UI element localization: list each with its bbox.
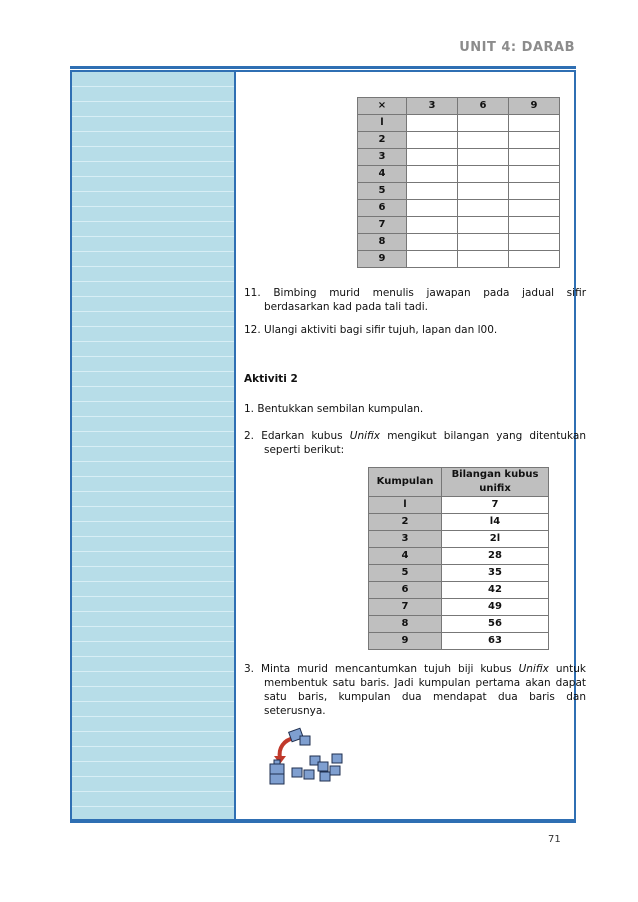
- group-cell: 7: [369, 599, 442, 616]
- table-row: [369, 633, 549, 650]
- step-number: 12.: [244, 324, 261, 336]
- count-cell: 28: [442, 548, 549, 565]
- answer-cell[interactable]: [458, 183, 509, 200]
- answer-cell[interactable]: [458, 217, 509, 234]
- step-text-part: untuk membentuk satu baris. Jadi kumpulan pertama akan dapat satu baris, kumpulan dua mendapat dua baris dan seterusnya.: [264, 663, 586, 717]
- sifir-row-label: 2: [358, 132, 407, 149]
- kumpulan-header-row: [369, 468, 549, 497]
- group-cell: 5: [369, 565, 442, 582]
- table-row: [358, 200, 560, 217]
- table-row: [358, 217, 560, 234]
- table-row: [369, 497, 549, 514]
- step-text-part: Edarkan kubus: [261, 430, 350, 442]
- unifix-cubes-icon: [258, 726, 348, 788]
- step-number: 3.: [244, 663, 255, 675]
- step-number: 1.: [244, 403, 255, 415]
- step-number: 2.: [244, 430, 255, 442]
- top-rule: [70, 66, 576, 69]
- step-12: [244, 323, 586, 337]
- group-cell: 2: [369, 514, 442, 531]
- sifir-row-label: 8: [358, 234, 407, 251]
- answer-cell[interactable]: [458, 251, 509, 268]
- answer-cell[interactable]: [509, 251, 560, 268]
- kumpulan-header-cell: Kumpulan: [369, 468, 442, 497]
- answer-cell[interactable]: [509, 217, 560, 234]
- kumpulan-table: [368, 467, 549, 650]
- answer-cell[interactable]: [509, 149, 560, 166]
- answer-cell[interactable]: [458, 132, 509, 149]
- cube-top: [289, 728, 310, 745]
- answer-cell[interactable]: [458, 149, 509, 166]
- sidebar-panel: [72, 72, 236, 819]
- cube-stack: [270, 760, 284, 784]
- step-text: Bimbing murid menulis jawapan pada jadual sifir berdasarkan kad pada tali tadi.: [264, 287, 587, 313]
- answer-cell[interactable]: [407, 132, 458, 149]
- sifir-row-label: 4: [358, 166, 407, 183]
- step-text-italic: Unifix: [518, 663, 549, 675]
- sifir-header-row: [358, 98, 560, 115]
- answer-cell[interactable]: [407, 149, 458, 166]
- table-row: [358, 115, 560, 132]
- sifir-row-label: 9: [358, 251, 407, 268]
- answer-cell[interactable]: [407, 234, 458, 251]
- table-row: [369, 548, 549, 565]
- count-cell: 7: [442, 497, 549, 514]
- sifir-header-cell: 6: [458, 98, 509, 115]
- answer-cell[interactable]: [407, 200, 458, 217]
- activity2-step-2: [244, 429, 586, 457]
- table-row: [358, 234, 560, 251]
- answer-cell[interactable]: [509, 132, 560, 149]
- answer-cell[interactable]: [509, 115, 560, 132]
- loose-cubes: [292, 754, 342, 781]
- answer-cell[interactable]: [509, 166, 560, 183]
- table-row: [358, 166, 560, 183]
- table-row: [358, 132, 560, 149]
- count-cell: 42: [442, 582, 549, 599]
- step-text: [261, 430, 586, 456]
- answer-cell[interactable]: [407, 251, 458, 268]
- answer-cell[interactable]: [458, 234, 509, 251]
- answer-cell[interactable]: [458, 115, 509, 132]
- step-text-italic: Unifix: [349, 430, 381, 442]
- answer-cell[interactable]: [407, 166, 458, 183]
- answer-cell[interactable]: [458, 166, 509, 183]
- table-row: [369, 582, 549, 599]
- sifir-header-cell: 3: [407, 98, 458, 115]
- sifir-table: [357, 97, 560, 268]
- group-cell: 3: [369, 531, 442, 548]
- group-cell: 6: [369, 582, 442, 599]
- answer-cell[interactable]: [509, 234, 560, 251]
- group-cell: l: [369, 497, 442, 514]
- group-cell: 9: [369, 633, 442, 650]
- sifir-header-cell: 9: [509, 98, 560, 115]
- table-row: [358, 149, 560, 166]
- step-text: Ulangi aktiviti bagi sifir tujuh, lapan dan l00.: [264, 324, 498, 336]
- unit-title: UNIT 4: DARAB: [459, 40, 575, 55]
- table-row: [358, 183, 560, 200]
- unifix-cubes-illustration: [258, 726, 348, 788]
- step-text: Bentukkan sembilan kumpulan.: [257, 403, 424, 415]
- group-cell: 4: [369, 548, 442, 565]
- bottom-rule: [70, 820, 576, 823]
- table-row: [369, 616, 549, 633]
- answer-cell[interactable]: [407, 217, 458, 234]
- answer-cell[interactable]: [458, 200, 509, 217]
- page-number: 71: [548, 834, 561, 845]
- sifir-row-label: 3: [358, 149, 407, 166]
- step-11: [244, 286, 586, 314]
- step-text-part: Minta murid mencantumkan tujuh biji kubus: [261, 663, 519, 675]
- table-row: [369, 599, 549, 616]
- answer-cell[interactable]: [407, 115, 458, 132]
- step-text: [261, 663, 586, 717]
- count-cell: 63: [442, 633, 549, 650]
- kumpulan-header-cell: Bilangan kubus unifix: [442, 468, 549, 497]
- sifir-header-cell: ×: [358, 98, 407, 115]
- table-row: [358, 251, 560, 268]
- count-cell: 35: [442, 565, 549, 582]
- table-row: [369, 514, 549, 531]
- activity-heading: Aktiviti 2: [244, 373, 298, 385]
- answer-cell[interactable]: [509, 200, 560, 217]
- table-row: [369, 565, 549, 582]
- sifir-row-label: l: [358, 115, 407, 132]
- step-text-part: mengikut bilangan yang ditentukan seperti berikut:: [264, 430, 587, 456]
- answer-cell[interactable]: [509, 183, 560, 200]
- group-cell: 8: [369, 616, 442, 633]
- count-cell: 2l: [442, 531, 549, 548]
- count-cell: 49: [442, 599, 549, 616]
- activity2-step-1: [244, 402, 586, 416]
- page-frame: [70, 70, 587, 821]
- count-cell: 56: [442, 616, 549, 633]
- step-number: 11.: [244, 287, 261, 299]
- answer-cell[interactable]: [407, 183, 458, 200]
- sifir-row-label: 6: [358, 200, 407, 217]
- activity2-step-3: [244, 662, 586, 718]
- table-row: [369, 531, 549, 548]
- sifir-row-label: 5: [358, 183, 407, 200]
- sifir-row-label: 7: [358, 217, 407, 234]
- count-cell: l4: [442, 514, 549, 531]
